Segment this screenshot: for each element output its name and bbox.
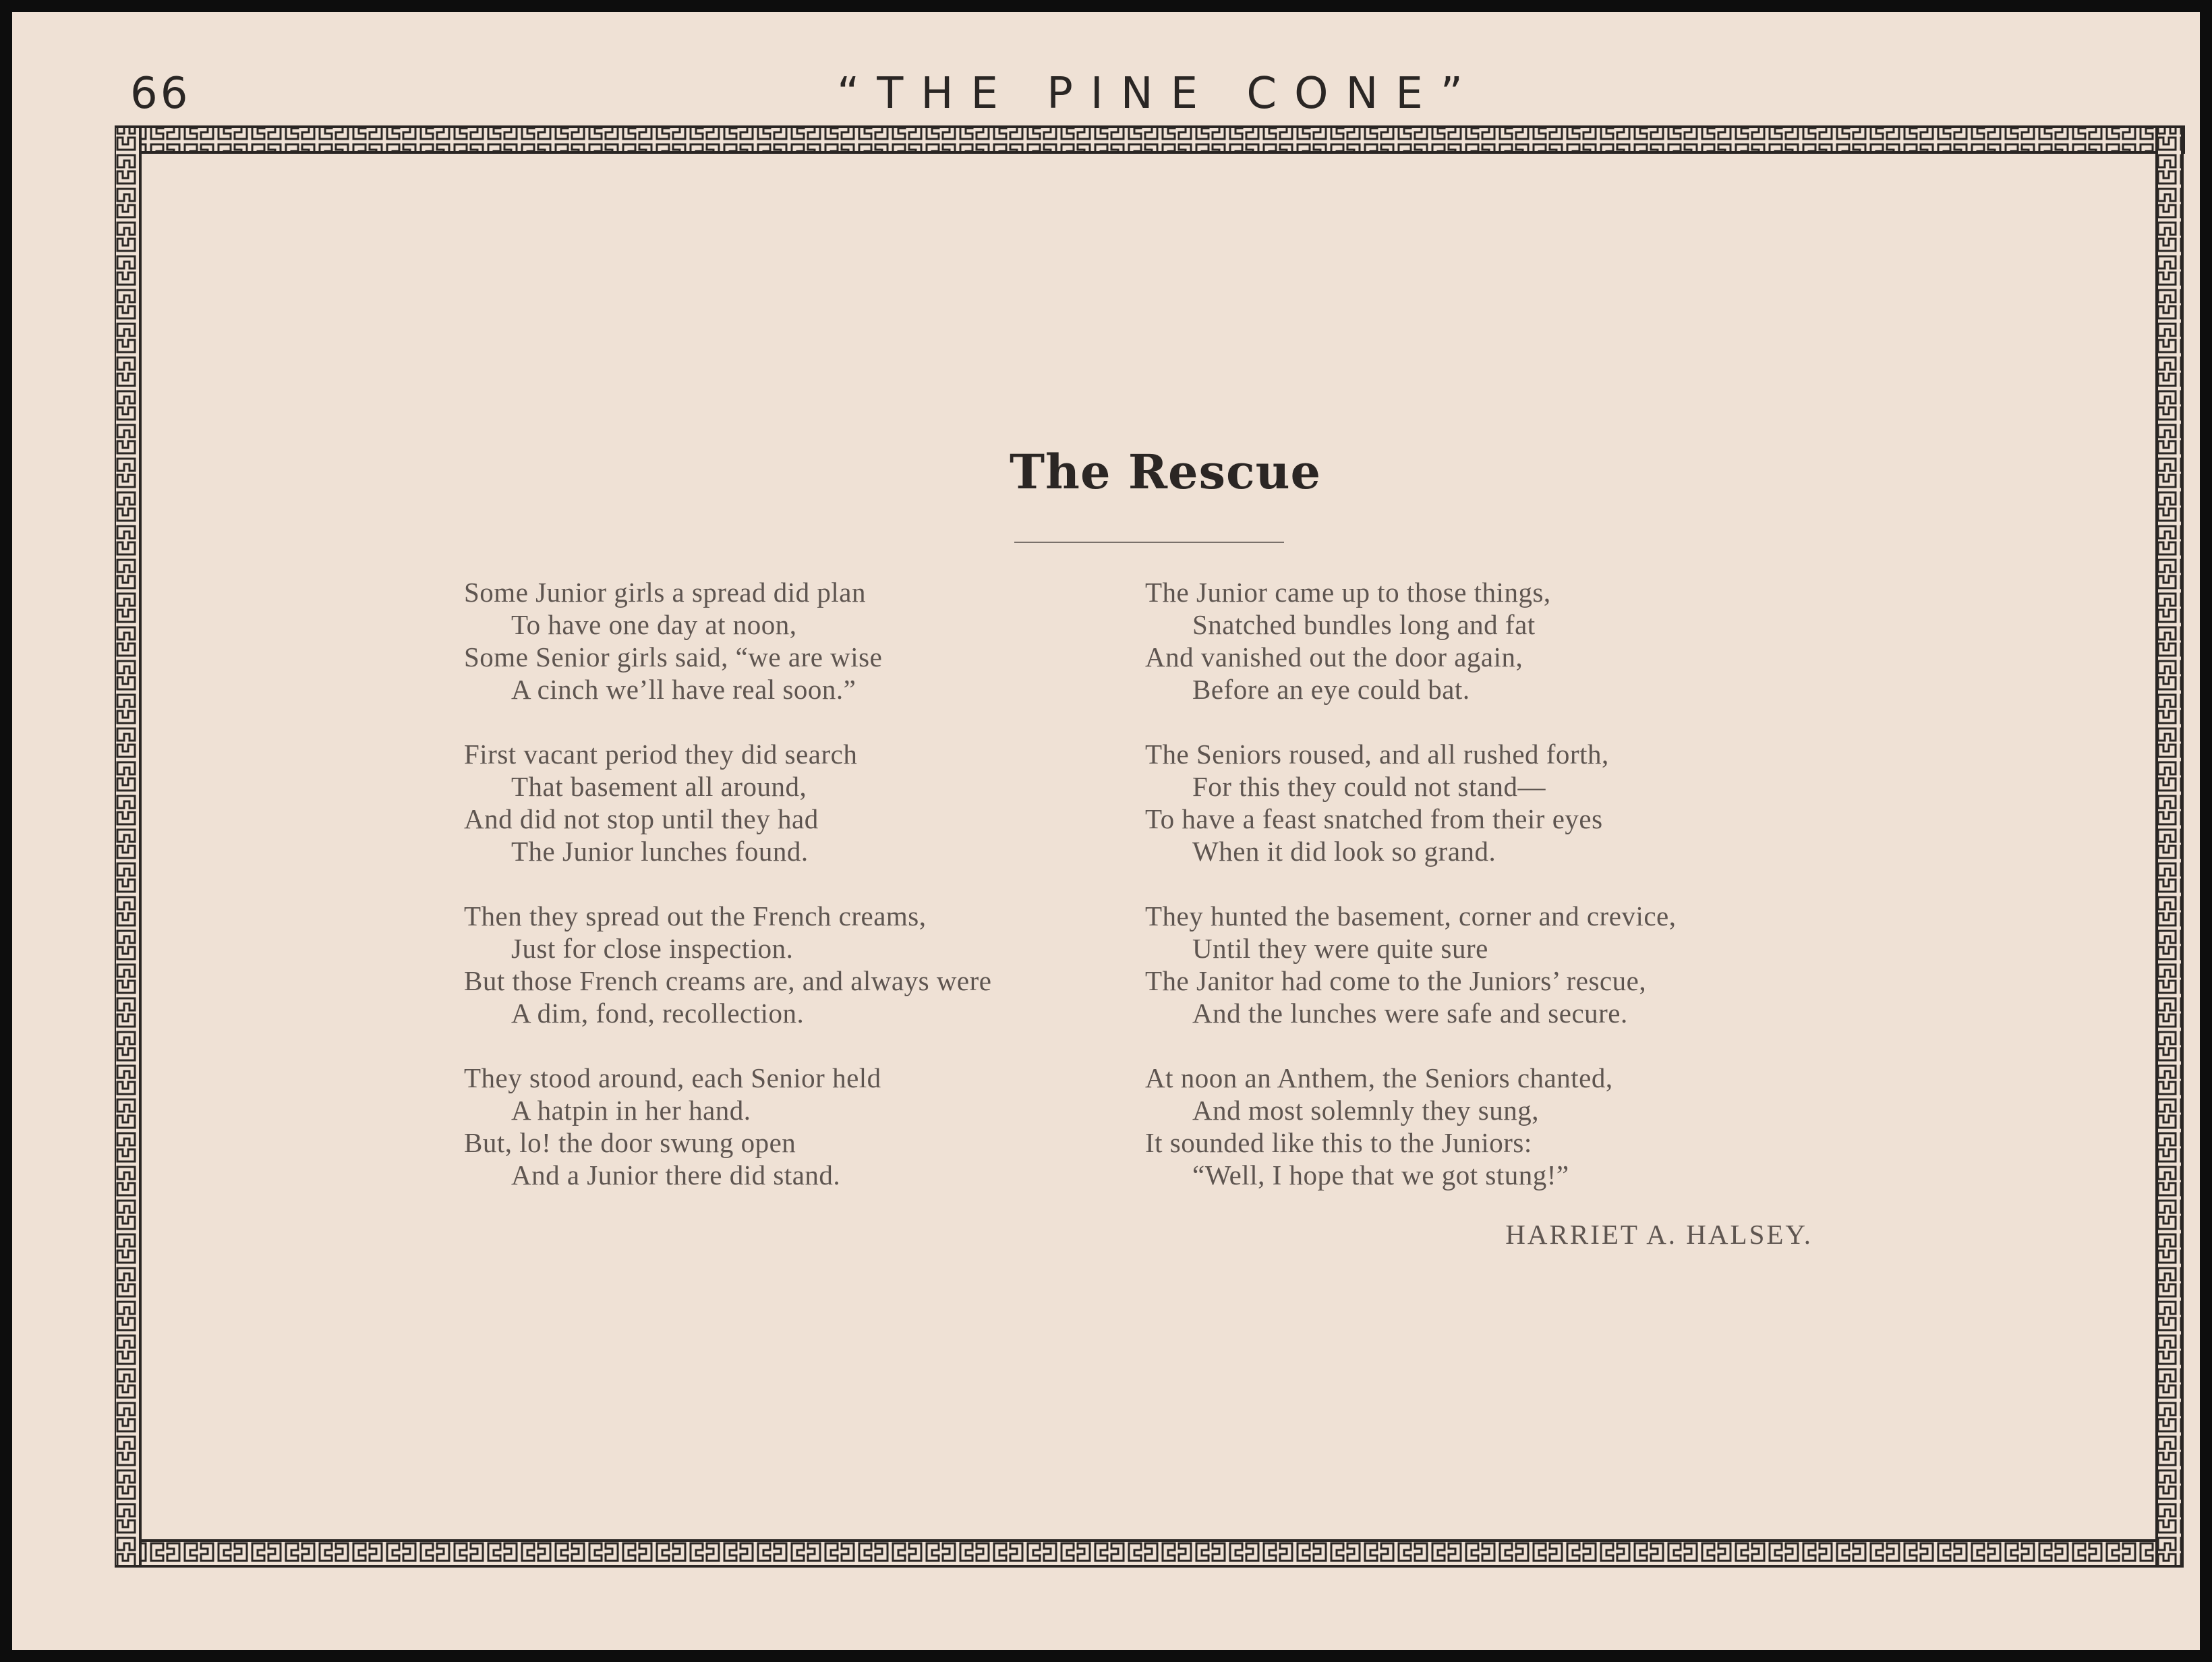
poem-line: It sounded like this to the Juniors: (1145, 1127, 1532, 1158)
poem-line: To have a feast snatched from their eyes (1145, 803, 1603, 834)
running-head: “THE PINE CONE” (837, 69, 1480, 119)
poem-line: A dim, fond, recollection. (511, 998, 805, 1029)
poem-line: Until they were quite sure (1192, 933, 1488, 964)
poem-line: The Junior lunches found. (511, 836, 809, 867)
author-signature: HARRIET A. HALSEY. (1505, 1219, 1813, 1250)
stanza (464, 738, 1138, 867)
poem-line: And most solemnly they sung, (1192, 1095, 1539, 1126)
poem-line: At noon an Anthem, the Seniors chanted, (1145, 1062, 1613, 1093)
poem-line: They stood around, each Senior held (464, 1062, 881, 1093)
stanza (1145, 576, 1820, 706)
poem-line: The Seniors roused, and all rushed forth, (1145, 739, 1609, 770)
poem-line: And vanished out the door again, (1145, 641, 1523, 672)
poem-line: Before an eye could bat. (1192, 674, 1470, 705)
stanza (464, 900, 1138, 1029)
poem-line: “Well, I hope that we got stung!” (1192, 1159, 1569, 1191)
poem-line: And a Junior there did stand. (511, 1159, 841, 1191)
book-page (12, 12, 2200, 1650)
poem-line: The Janitor had come to the Juniors’ rescue, (1145, 965, 1647, 996)
poem-line: First vacant period they did search (464, 739, 858, 770)
poem-left-column (464, 576, 1138, 1224)
poem-line: That basement all around, (511, 771, 807, 802)
poem-line: Then they spread out the French creams, (464, 900, 927, 932)
poem-line: They hunted the basement, corner and crevice, (1145, 900, 1677, 932)
poem-line: But those French creams are, and always were (464, 965, 992, 996)
poem-line: A cinch we’ll have real soon.” (511, 674, 856, 705)
stanza (464, 1062, 1138, 1191)
poem-right-column (1145, 576, 1820, 1224)
poem-line: Some Junior girls a spread did plan (464, 577, 866, 608)
title-divider (1014, 542, 1284, 543)
stanza (464, 576, 1138, 706)
stanza (1145, 900, 1820, 1029)
poem-line: The Junior came up to those things, (1145, 577, 1551, 608)
poem-line: And did not stop until they had (464, 803, 819, 834)
poem-line: And the lunches were safe and secure. (1192, 998, 1628, 1029)
poem-line: Just for close inspection. (511, 933, 794, 964)
stanza (1145, 738, 1820, 867)
poem-line: Some Senior girls said, “we are wise (464, 641, 883, 672)
stanza (1145, 1062, 1820, 1191)
poem-line: Snatched bundles long and fat (1192, 609, 1536, 640)
poem-title: The Rescue (1009, 444, 1322, 500)
poem-line: But, lo! the door swung open (464, 1127, 796, 1158)
poem-line: To have one day at noon, (511, 609, 797, 640)
poem-line: When it did look so grand. (1192, 836, 1496, 867)
page-number: 66 (130, 69, 191, 119)
poem-line: For this they could not stand— (1192, 771, 1546, 802)
poem-line: A hatpin in her hand. (511, 1095, 751, 1126)
